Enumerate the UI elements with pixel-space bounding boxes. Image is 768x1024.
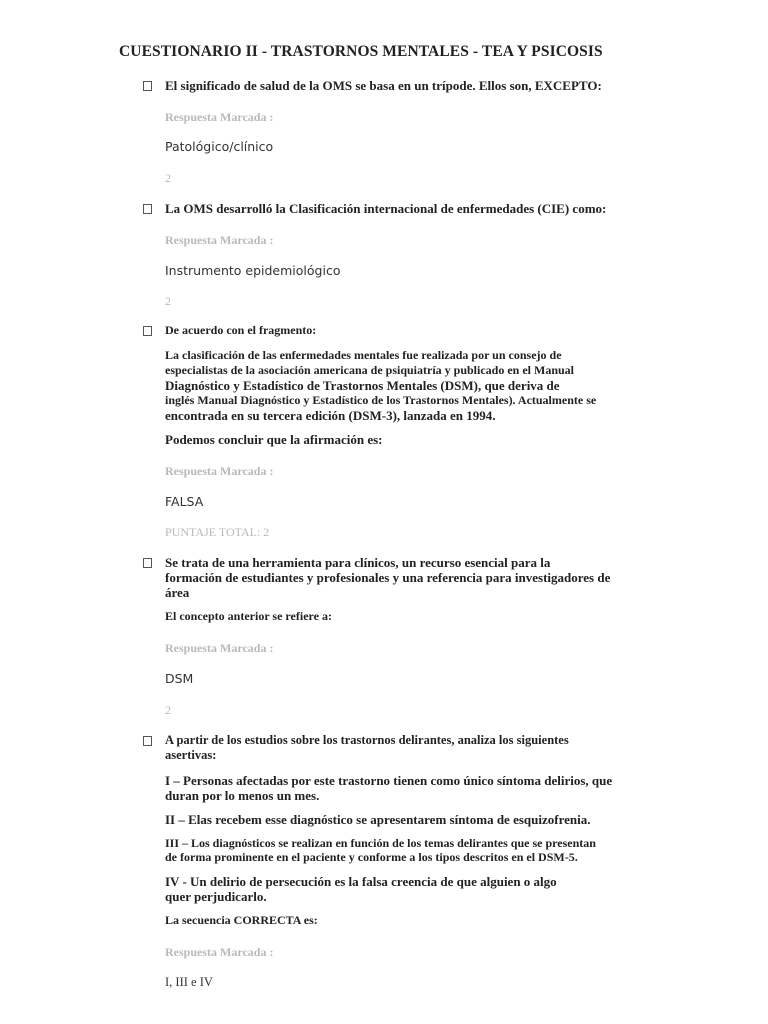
question-4-score: 2 [165, 703, 171, 717]
question-1-text: El significado de salud de la OMS se basa en un trípode. Ellos son, EXCEPTO: [165, 78, 602, 93]
statement-line: quer perjudicarlo. [165, 889, 267, 904]
fragment-line: inglés Manual Diagnóstico y Estadístico de los Trastornos Mentales). Actualmente se [165, 393, 597, 407]
fragment-line: encontrada en su tercera edición (DSM-3), lanzada en 1994. [165, 408, 496, 423]
question-4-text [165, 555, 625, 600]
question-1-score: 2 [165, 171, 171, 185]
question-3-answer: FALSA [165, 494, 204, 509]
question-line: formación de estudiantes y profesionales y una referencia para investigadores de [165, 570, 611, 585]
question-line: asertivas: [165, 748, 217, 762]
question-3-text: Podemos concluir que la afirmación es: [165, 432, 383, 447]
statement-i [165, 773, 625, 803]
checkbox-icon [143, 558, 152, 568]
statement-line: de forma prominente en el paciente y conforme a los tipos descritos en el DSM-5. [165, 850, 578, 864]
statement-line: duran por lo menos un mes. [165, 788, 320, 803]
checkbox-icon [143, 326, 152, 336]
answer-label: Respuesta Marcada : [165, 464, 274, 478]
question-2-score: 2 [165, 294, 171, 308]
question-line: área [165, 585, 190, 600]
question-3-fragment [165, 348, 625, 423]
question-1-answer: Patológico/clínico [165, 139, 274, 154]
question-4-answer: DSM [165, 671, 194, 686]
question-2-text: La OMS desarrolló la Clasificación internacional de enfermedades (CIE) como: [165, 201, 607, 216]
question-line: Se trata de una herramienta para clínicos, un recurso esencial para la [165, 555, 551, 570]
question-5-answer: I, III e IV [165, 975, 213, 989]
answer-label: Respuesta Marcada : [165, 110, 274, 124]
question-2-answer: Instrumento epidemiológico [165, 263, 341, 278]
statement-line: IV - Un delirio de persecución es la falsa creencia de que alguien o algo [165, 874, 557, 889]
question-5-text [165, 733, 625, 763]
question-3-intro: De acuerdo con el fragmento: [165, 323, 317, 337]
answer-label: Respuesta Marcada : [165, 641, 274, 655]
fragment-line: especialistas de la asociación americana de psiquiatría y publicado en el Manual [165, 363, 575, 377]
page-title: CUESTIONARIO II - TRASTORNOS MENTALES - TEA Y PSICOSIS [119, 43, 603, 60]
answer-label: Respuesta Marcada : [165, 233, 274, 247]
checkbox-icon [143, 204, 152, 214]
fragment-line: Diagnóstico y Estadístico de Trastornos Mentales (DSM), que deriva de [165, 378, 560, 393]
checkbox-icon [143, 736, 152, 746]
question-line: A partir de los estudios sobre los trastornos delirantes, analiza los siguientes [165, 733, 569, 747]
statement-iii [165, 836, 625, 864]
answer-label: Respuesta Marcada : [165, 945, 274, 959]
question-4-prompt: El concepto anterior se refiere a: [165, 609, 332, 623]
statement-ii: II – Elas recebem esse diagnóstico se apresentarem síntoma de esquizofrenia. [165, 812, 591, 827]
statement-line: I – Personas afectadas por este trastorno tienen como único síntoma delirios, que [165, 773, 613, 788]
question-5-prompt: La secuencia CORRECTA es: [165, 913, 318, 927]
fragment-line: La clasificación de las enfermedades mentales fue realizada por un consejo de [165, 348, 562, 362]
statement-line: III – Los diagnósticos se realizan en función de los temas delirantes que se presentan [165, 836, 596, 850]
statement-iv [165, 874, 625, 904]
checkbox-icon [143, 81, 152, 91]
question-3-score: PUNTAJE TOTAL: 2 [165, 525, 270, 539]
